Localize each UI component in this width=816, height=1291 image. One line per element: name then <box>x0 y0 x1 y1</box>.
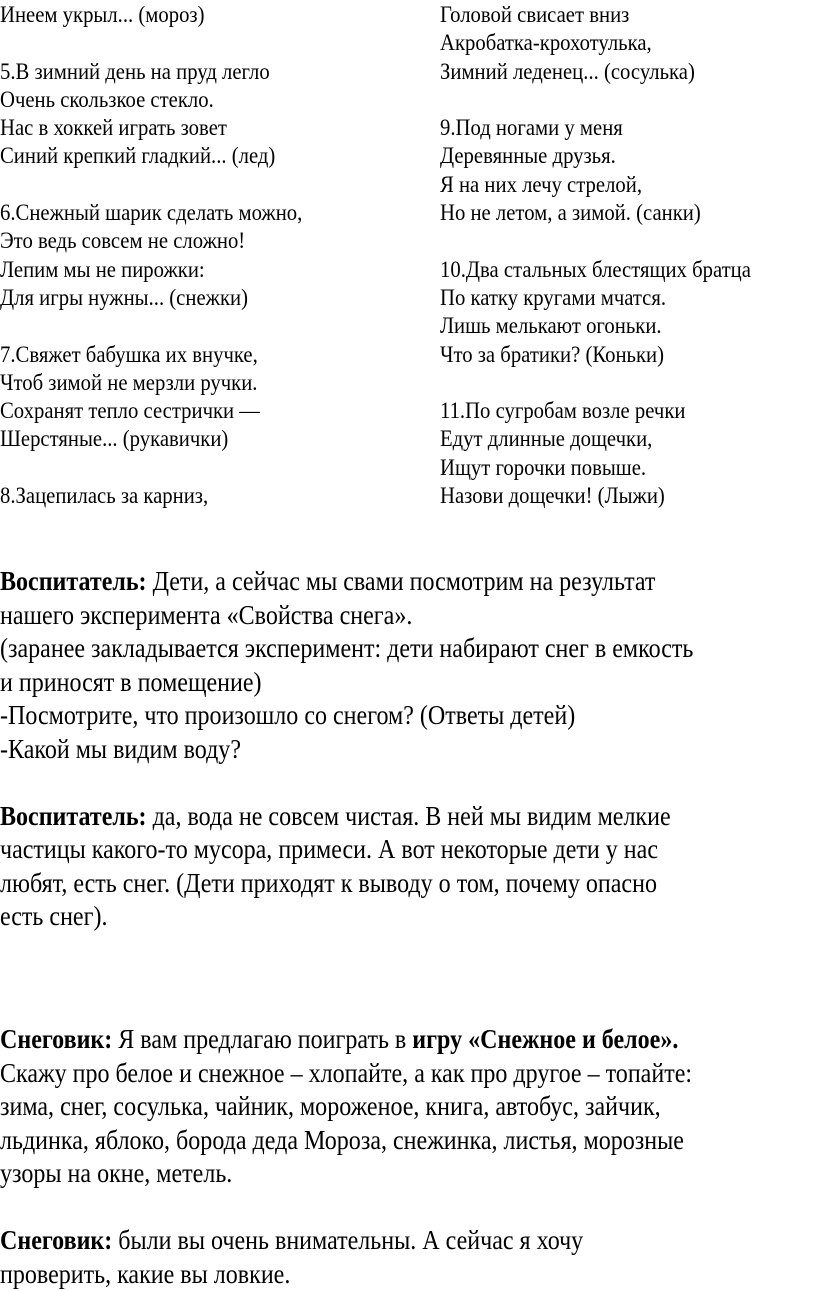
riddle-line: Для игры нужны... (снежки) <box>0 284 302 312</box>
game-title: игру «Снежное и белое». <box>412 1024 678 1054</box>
riddle-line: 10.Два стальных блестящих братца <box>440 256 751 284</box>
riddle-line: Ищут горочки повыше. <box>440 454 751 482</box>
paragraph-line: проверить, какие вы ловкие. <box>0 1258 810 1291</box>
riddle-line: Лишь мелькают огоньки. <box>440 312 751 340</box>
riddle-line: Головой свисает вниз <box>440 1 751 29</box>
paragraph-line <box>0 800 810 834</box>
riddle-line: Но не летом, а зимой. (санки) <box>440 199 751 227</box>
riddle-line: Что за братики? (Коньки) <box>440 341 751 369</box>
riddle-line: Деревянные друзья. <box>440 142 751 170</box>
paragraph-line: есть снег). <box>0 900 810 934</box>
riddle-line <box>440 369 751 397</box>
riddle-line: Сохранят тепло сестрички — <box>0 397 302 425</box>
riddle-line <box>0 312 302 340</box>
speaker-label: Снеговик: <box>0 1024 112 1054</box>
riddles-left-column <box>0 1 302 510</box>
speaker-label: Воспитатель: <box>0 566 147 596</box>
riddle-line <box>0 171 302 199</box>
text: да, вода не совсем чистая. В ней мы видим мелкие <box>147 801 671 831</box>
paragraph-line: нашего эксперимента «Свойства снега». <box>0 599 810 633</box>
text: Я вам предлагаю поиграть в <box>112 1024 412 1054</box>
paragraph-line: зима, снег, сосулька, чайник, мороженое, книга, автобус, зайчик, <box>0 1090 810 1124</box>
riddle-line: 9.Под ногами у меня <box>440 114 751 142</box>
riddle-line: По катку кругами мчатся. <box>440 284 751 312</box>
riddle-line: Нас в хоккей играть зовет <box>0 114 302 142</box>
riddle-line <box>440 227 751 255</box>
paragraph-line: -Какой мы видим воду? <box>0 733 810 767</box>
riddle-line: Синий крепкий гладкий... (лед) <box>0 142 302 170</box>
riddle-line: Лепим мы не пирожки: <box>0 256 302 284</box>
text: Дети, а сейчас мы свами посмотрим на результат <box>147 566 656 596</box>
riddle-line: Это ведь совсем не сложно! <box>0 227 302 255</box>
speaker-label: Снеговик: <box>0 1225 112 1255</box>
paragraph-line <box>0 1224 810 1258</box>
riddle-line: Назови дощечки! (Лыжи) <box>440 482 751 510</box>
paragraph-line: частицы какого-то мусора, примеси. А вот некоторые дети у нас <box>0 833 810 867</box>
riddle-line: 5.В зимний день на пруд легло <box>0 58 302 86</box>
paragraph-line: -Посмотрите, что произошло со снегом? (Ответы детей) <box>0 699 810 733</box>
riddle-line <box>440 86 751 114</box>
paragraph-line <box>0 565 810 599</box>
paragraph-line: любят, есть снег. (Дети приходят к выводу о том, почему опасно <box>0 867 810 901</box>
document-body <box>0 565 810 1291</box>
riddle-line <box>0 454 302 482</box>
riddle-line: Едут длинные дощечки, <box>440 425 751 453</box>
paragraph-line: Скажу про белое и снежное – хлопайте, а как про другое – топайте: <box>0 1057 810 1091</box>
riddle-line: Зимний леденец... (сосулька) <box>440 58 751 86</box>
riddle-line: Инеем укрыл... (мороз) <box>0 1 302 29</box>
riddle-line <box>0 29 302 57</box>
riddles-right-column <box>440 1 751 510</box>
riddle-line: 11.По сугробам возле речки <box>440 397 751 425</box>
riddle-line: 8.Зацепилась за карниз, <box>0 482 302 510</box>
speaker-label: Воспитатель: <box>0 801 147 831</box>
paragraph-line: льдинка, яблоко, борода деда Мороза, снежинка, листья, морозные <box>0 1124 810 1158</box>
riddle-line: Очень скользкое стекло. <box>0 86 302 114</box>
riddle-line: Шерстяные... (рукавички) <box>0 425 302 453</box>
riddle-line: 6.Снежный шарик сделать можно, <box>0 199 302 227</box>
riddle-line: Я на них лечу стрелой, <box>440 171 751 199</box>
paragraph-line <box>0 1023 810 1057</box>
paragraph-line: (заранее закладывается эксперимент: дети набирают снег в емкость <box>0 632 810 666</box>
riddle-line: Акробатка-крохотулька, <box>440 29 751 57</box>
text: были вы очень внимательны. А сейчас я хочу <box>112 1225 583 1255</box>
paragraph-line: узоры на окне, метель. <box>0 1157 810 1191</box>
riddle-line: 7.Свяжет бабушка их внучке, <box>0 341 302 369</box>
paragraph-line: и приносят в помещение) <box>0 666 810 700</box>
riddle-line: Чтоб зимой не мерзли ручки. <box>0 369 302 397</box>
